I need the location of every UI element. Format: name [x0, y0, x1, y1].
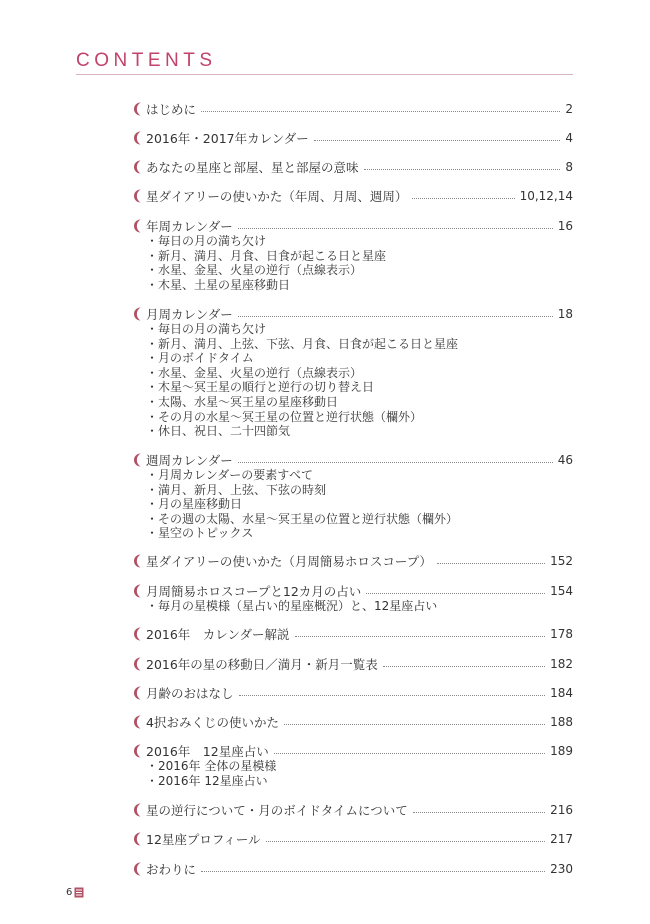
toc-entry[interactable]: [133, 306, 573, 439]
crescent-moon-icon: [133, 189, 142, 203]
entry-page: 4: [565, 131, 573, 145]
toc-entry[interactable]: [133, 626, 573, 642]
leader-dots: [201, 111, 560, 112]
entry-title: 月周カレンダー: [146, 307, 233, 322]
entry-page: 2: [565, 102, 573, 116]
toc-entry[interactable]: [133, 583, 573, 614]
sub-item: ・月周カレンダーの要素すべて: [146, 468, 313, 482]
toc-entry[interactable]: [133, 159, 573, 175]
leader-dots: [383, 666, 545, 667]
sub-item: ・新月、満月、月食、日食が起こる日と星座: [146, 248, 387, 263]
entry-page: 18: [557, 307, 573, 321]
leader-dots: [366, 593, 545, 594]
entry-page: 46: [557, 453, 573, 467]
crescent-moon-icon: [133, 627, 142, 641]
sub-item: ・2016年 全体の星模様: [146, 759, 277, 773]
crescent-moon-icon: [133, 102, 142, 116]
sub-item-list: [133, 759, 573, 788]
entry-title: 4択おみくじの使いかた: [146, 715, 279, 730]
sub-item: ・その週の太陽、水星〜冥王星の位置と逆行状態（欄外）: [146, 511, 459, 526]
sub-item: ・木星、土星の星座移動日: [146, 277, 291, 292]
sub-item-list: [133, 322, 573, 439]
crescent-moon-icon: [133, 453, 142, 467]
entry-page: 10,12,14: [519, 189, 573, 203]
toc-entry[interactable]: [133, 218, 573, 292]
sub-item: ・新月、満月、上弦、下弦、月食、日食が起こる日と星座: [146, 336, 459, 351]
entry-page: 230: [550, 862, 573, 876]
entry-title: 2016年 12星座占い: [146, 744, 269, 759]
entry-title: 星の逆行について・月のボイドタイムについて: [146, 803, 408, 818]
crescent-moon-icon: [133, 131, 142, 145]
sub-item: ・満月、新月、上弦、下弦の時刻: [146, 482, 327, 497]
leader-dots: [266, 841, 545, 842]
crescent-moon-icon: [133, 832, 142, 846]
leader-dots: [413, 812, 545, 813]
crescent-moon-icon: [133, 160, 142, 174]
crescent-moon-icon: [133, 584, 142, 598]
crescent-moon-icon: [133, 686, 142, 700]
toc-entry[interactable]: [133, 130, 573, 146]
sub-item: ・2016年 12星座占い: [146, 773, 268, 788]
contents-heading: CONTENTS: [76, 50, 217, 71]
leader-dots: [314, 140, 561, 141]
entry-page: 16: [557, 219, 573, 233]
sub-item-list: [133, 468, 573, 541]
crescent-moon-icon: [133, 744, 142, 758]
leader-dots: [238, 228, 553, 229]
crescent-moon-icon: [133, 554, 142, 568]
crescent-moon-icon: [133, 307, 142, 321]
entry-page: 184: [550, 686, 573, 700]
heading-rule: [76, 74, 573, 75]
entry-title: 2016年の星の移動日／満月・新月一覧表: [146, 657, 378, 672]
page-number: 6: [66, 887, 73, 898]
entry-title: 2016年・2017年カレンダー: [146, 131, 309, 146]
sub-item: ・太陽、水星〜冥王星の星座移動日: [146, 394, 339, 409]
sub-item: ・毎日の月の満ち欠け: [146, 322, 267, 336]
toc-entry[interactable]: [133, 685, 573, 701]
sub-item: ・月のボイドタイム: [146, 351, 254, 366]
sub-item: ・星空のトピックス: [146, 526, 254, 541]
toc-entry[interactable]: [133, 743, 573, 788]
toc-entry[interactable]: [133, 188, 573, 204]
entry-title: はじめに: [146, 102, 197, 117]
toc-entry[interactable]: [133, 861, 573, 877]
entry-title: 星ダイアリーの使いかた（月周簡易ホロスコープ）: [146, 554, 432, 569]
entry-title: 月齢のおはなし: [146, 686, 234, 701]
entry-page: 154: [550, 584, 573, 598]
entry-page: 217: [550, 832, 573, 846]
toc-entry[interactable]: [133, 452, 573, 541]
leader-dots: [364, 169, 561, 170]
toc-entry[interactable]: [133, 553, 573, 569]
crescent-moon-icon: [133, 803, 142, 817]
entry-page: 189: [550, 744, 573, 758]
entry-title: 週周カレンダー: [146, 453, 233, 468]
entry-title: 12星座プロフィール: [146, 832, 261, 847]
entry-page: 216: [550, 803, 573, 817]
entry-title: 星ダイアリーの使いかた（年周、月周、週周）: [146, 189, 408, 204]
leader-dots: [201, 871, 545, 872]
toc-entry[interactable]: [133, 714, 573, 730]
entry-page: 178: [550, 627, 573, 641]
book-icon: [74, 887, 84, 898]
crescent-moon-icon: [133, 657, 142, 671]
entry-page: 152: [550, 554, 573, 568]
toc-entry[interactable]: [133, 802, 573, 818]
entry-title: 年周カレンダー: [146, 219, 233, 234]
leader-dots: [284, 724, 545, 725]
crescent-moon-icon: [133, 219, 142, 233]
sub-item-list: [133, 234, 573, 292]
sub-item: ・水星、金星、火星の逆行（点線表示）: [146, 365, 363, 380]
crescent-moon-icon: [133, 715, 142, 729]
entry-page: 8: [565, 160, 573, 174]
leader-dots: [238, 316, 553, 317]
entry-title: 月周簡易ホロスコープと12カ月の占い: [146, 584, 362, 599]
toc-entry[interactable]: [133, 831, 573, 847]
entry-page: 188: [550, 715, 573, 729]
sub-item: ・その月の水星〜冥王星の位置と逆行状態（欄外）: [146, 409, 423, 424]
leader-dots: [437, 563, 545, 564]
sub-item: ・休日、祝日、二十四節気: [146, 424, 291, 439]
sub-item: ・毎月の星模様（星占い的星座概況）と、12星座占い: [146, 599, 438, 613]
toc-entry[interactable]: [133, 101, 573, 117]
sub-item: ・木星〜冥王星の順行と逆行の切り替え日: [146, 380, 375, 395]
page-footer: [66, 887, 84, 898]
toc-entry[interactable]: [133, 656, 573, 672]
sub-item: ・毎日の月の満ち欠け: [146, 234, 267, 248]
leader-dots: [239, 695, 546, 696]
leader-dots: [274, 753, 545, 754]
leader-dots: [412, 198, 514, 199]
leader-dots: [295, 636, 546, 637]
entry-title: 2016年 カレンダー解説: [146, 627, 290, 642]
sub-item-list: [133, 599, 573, 614]
entry-title: おわりに: [146, 862, 197, 877]
leader-dots: [238, 462, 553, 463]
entry-page: 182: [550, 657, 573, 671]
crescent-moon-icon: [133, 862, 142, 876]
sub-item: ・水星、金星、火星の逆行（点線表示）: [146, 263, 363, 278]
entry-title: あなたの星座と部屋、星と部屋の意味: [146, 160, 359, 175]
sub-item: ・月の星座移動日: [146, 497, 243, 512]
